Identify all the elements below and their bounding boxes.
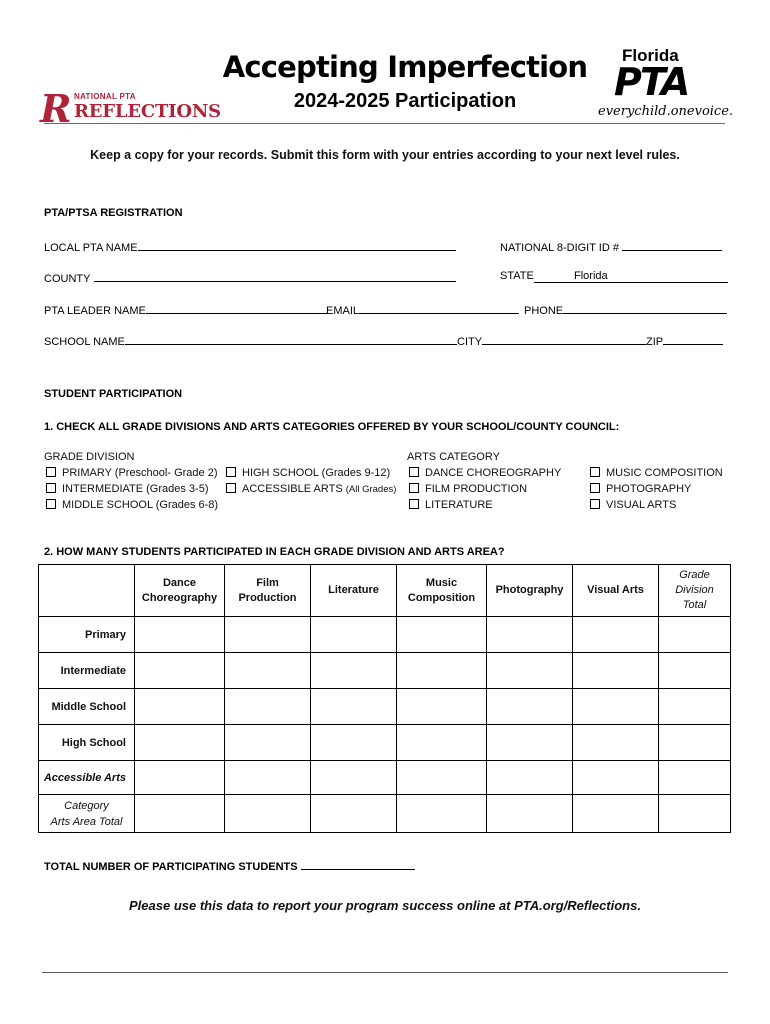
city-line[interactable] — [482, 333, 646, 345]
bottom-divider — [42, 972, 728, 973]
cell-input[interactable] — [573, 725, 659, 761]
row-label-primary: Primary — [39, 617, 135, 653]
logo-reflections-text: REFLECTIONS — [74, 101, 221, 122]
cell-input[interactable] — [311, 617, 397, 653]
option-music-label: MUSIC COMPOSITION — [606, 467, 723, 479]
logo-tagline: everychild.onevoice. — [598, 104, 734, 119]
cell-input[interactable] — [225, 689, 311, 725]
cell-input[interactable] — [397, 653, 487, 689]
option-literature-label: LITERATURE — [425, 499, 493, 511]
option-visual-arts[interactable] — [590, 499, 676, 511]
header-dance: Dance Choreography — [135, 565, 225, 617]
cell-input[interactable] — [573, 653, 659, 689]
header-grade-division-total: Grade Division Total — [659, 565, 731, 617]
question-2: 2. HOW MANY STUDENTS PARTICIPATED IN EACH GRADE DIVISION AND ARTS AREA? — [44, 546, 505, 558]
table-row — [39, 725, 731, 761]
option-accessible-arts-label: ACCESSIBLE ARTS — [242, 483, 343, 495]
checkbox-primary[interactable] — [46, 467, 56, 477]
logo-national-pta-text: NATIONAL PTA — [74, 92, 136, 101]
total-students-label: TOTAL NUMBER OF PARTICIPATING STUDENTS — [44, 861, 298, 873]
local-pta-name-line[interactable] — [138, 239, 456, 251]
florida-pta-logo — [598, 46, 734, 124]
checkbox-photography[interactable] — [590, 483, 600, 493]
cell-input[interactable] — [573, 761, 659, 795]
logo-florida-text: Florida — [622, 46, 679, 65]
option-dance-label: DANCE CHOREOGRAPHY — [425, 467, 562, 479]
table-header-row — [39, 565, 731, 617]
checkbox-film[interactable] — [409, 483, 419, 493]
table-row — [39, 653, 731, 689]
checkbox-middle-school[interactable] — [46, 499, 56, 509]
instructions-text: Keep a copy for your records. Submit this form with your entries according to your next level rules. — [90, 148, 680, 162]
cell-input[interactable] — [225, 761, 311, 795]
participation-heading: STUDENT PARTICIPATION — [44, 388, 183, 400]
header-literature: Literature — [311, 565, 397, 617]
national-id-line[interactable] — [622, 239, 722, 251]
participation-table — [38, 564, 731, 833]
cell-input[interactable] — [311, 795, 397, 833]
row-label-high-school: High School — [39, 725, 135, 761]
county-line[interactable] — [94, 270, 456, 282]
logo-pta-text: PTA — [614, 60, 689, 104]
header-film: Film Production — [225, 565, 311, 617]
cell-input[interactable] — [487, 653, 573, 689]
cell-input[interactable] — [225, 795, 311, 833]
header-music: Music Composition — [397, 565, 487, 617]
cell-input[interactable] — [397, 795, 487, 833]
cell-input[interactable] — [487, 725, 573, 761]
checkbox-accessible-arts[interactable] — [226, 483, 236, 493]
cell-input[interactable] — [573, 795, 659, 833]
cell-input[interactable] — [573, 689, 659, 725]
phone-label: PHONE — [524, 305, 564, 317]
checkbox-intermediate[interactable] — [46, 483, 56, 493]
row-label-intermediate: Intermediate — [39, 653, 135, 689]
cell-input[interactable] — [573, 617, 659, 653]
option-high-school[interactable] — [226, 467, 390, 479]
cell-input[interactable] — [311, 725, 397, 761]
cell-input[interactable] — [659, 795, 731, 833]
pta-leader-name-field[interactable] — [44, 302, 328, 317]
page-title: Accepting Imperfection — [222, 50, 588, 84]
zip-field[interactable] — [646, 333, 723, 348]
county-label: COUNTY — [44, 273, 91, 285]
local-pta-name-label: LOCAL PTA NAME — [44, 242, 138, 254]
cell-input[interactable] — [135, 761, 225, 795]
option-accessible-arts[interactable] — [226, 483, 396, 495]
cell-input[interactable] — [397, 689, 487, 725]
cell-input[interactable] — [311, 689, 397, 725]
cell-input[interactable] — [659, 761, 731, 795]
option-intermediate-label: INTERMEDIATE (Grades 3-5) — [62, 483, 209, 495]
checkbox-music[interactable] — [590, 467, 600, 477]
option-intermediate[interactable] — [46, 483, 209, 495]
zip-line[interactable] — [663, 333, 723, 345]
school-name-label: SCHOOL NAME — [44, 336, 125, 348]
zip-label: ZIP — [646, 336, 664, 348]
page-subtitle: 2024-2025 Participation — [293, 90, 517, 112]
registration-heading: PTA/PTSA REGISTRATION — [44, 207, 183, 219]
option-dance[interactable] — [409, 467, 561, 479]
option-literature[interactable] — [409, 499, 493, 511]
phone-line[interactable] — [563, 302, 727, 314]
total-students-line[interactable] — [301, 858, 415, 870]
row-label-middle-school: Middle School — [39, 689, 135, 725]
option-film[interactable] — [409, 483, 527, 495]
header-photography: Photography — [487, 565, 573, 617]
option-photography[interactable] — [590, 483, 691, 495]
cell-input[interactable] — [225, 725, 311, 761]
cell-input[interactable] — [135, 795, 225, 833]
table-row — [39, 689, 731, 725]
checkbox-high-school[interactable] — [226, 467, 236, 477]
pta-leader-name-line[interactable] — [146, 302, 328, 314]
city-field[interactable] — [457, 333, 646, 348]
cell-input[interactable] — [659, 653, 731, 689]
report-note: Please use this data to report your program success online at PTA.org/Reflections. — [129, 898, 641, 913]
email-line[interactable] — [359, 302, 519, 314]
option-primary[interactable] — [46, 467, 217, 479]
cell-input[interactable] — [225, 617, 311, 653]
school-name-field[interactable] — [44, 333, 457, 348]
header-corner — [39, 565, 135, 617]
cell-input[interactable] — [397, 725, 487, 761]
checkbox-literature[interactable] — [409, 499, 419, 509]
cell-input[interactable] — [397, 761, 487, 795]
table-row — [39, 761, 731, 795]
arts-category-label: ARTS CATEGORY — [407, 451, 500, 463]
cell-input[interactable] — [311, 761, 397, 795]
option-accessible-arts-note: (All Grades) — [345, 484, 397, 495]
row-label-accessible-arts: Accessible Arts — [39, 761, 135, 795]
email-label: EMAIL — [326, 305, 360, 317]
cell-input[interactable] — [659, 689, 731, 725]
option-music[interactable] — [590, 467, 723, 479]
option-high-school-label: HIGH SCHOOL (Grades 9-12) — [242, 467, 391, 479]
cell-input[interactable] — [397, 617, 487, 653]
email-field[interactable] — [326, 302, 519, 317]
option-photography-label: PHOTOGRAPHY — [606, 483, 692, 495]
pta-leader-name-label: PTA LEADER NAME — [44, 305, 146, 317]
national-id-label: NATIONAL 8-DIGIT ID # — [500, 242, 619, 254]
question-1: 1. CHECK ALL GRADE DIVISIONS AND ARTS CATEGORIES OFFERED BY YOUR SCHOOL/COUNTY COUNCIL: — [44, 421, 620, 433]
state-value-text: Florida — [574, 270, 608, 282]
header-visual-arts: Visual Arts — [573, 565, 659, 617]
state-field[interactable] — [500, 270, 728, 283]
row-label-category-total: Category Arts Area Total — [39, 795, 135, 833]
table-row — [39, 617, 731, 653]
cell-input[interactable] — [487, 795, 573, 833]
school-name-line[interactable] — [125, 333, 457, 345]
checkbox-visual-arts[interactable] — [590, 499, 600, 509]
cell-input[interactable] — [487, 689, 573, 725]
option-primary-label: PRIMARY (Preschool- Grade 2) — [62, 467, 218, 479]
cell-input[interactable] — [135, 725, 225, 761]
table-row — [39, 795, 731, 833]
reflections-logo — [40, 86, 221, 131]
cell-input[interactable] — [487, 617, 573, 653]
checkbox-dance[interactable] — [409, 467, 419, 477]
local-pta-name-field[interactable] — [44, 239, 456, 254]
cell-input[interactable] — [135, 689, 225, 725]
cell-input[interactable] — [487, 761, 573, 795]
option-film-label: FILM PRODUCTION — [425, 483, 528, 495]
option-visual-arts-label: VISUAL ARTS — [606, 499, 677, 511]
option-middle-school[interactable] — [46, 499, 218, 511]
reflections-r-icon: R — [40, 86, 72, 131]
cell-input[interactable] — [135, 653, 225, 689]
cell-input[interactable] — [659, 725, 731, 761]
cell-input[interactable] — [225, 653, 311, 689]
option-middle-school-label: MIDDLE SCHOOL (Grades 6-8) — [62, 499, 219, 511]
cell-input[interactable] — [659, 617, 731, 653]
cell-input[interactable] — [135, 617, 225, 653]
state-label: STATE — [500, 270, 534, 282]
city-label: CITY — [457, 336, 483, 348]
state-value[interactable] — [534, 270, 728, 283]
national-id-field[interactable] — [500, 239, 722, 254]
county-field[interactable] — [44, 270, 456, 285]
total-students-field[interactable] — [44, 858, 415, 873]
phone-field[interactable] — [524, 302, 727, 317]
grade-division-label: GRADE DIVISION — [44, 451, 135, 463]
cell-input[interactable] — [311, 653, 397, 689]
